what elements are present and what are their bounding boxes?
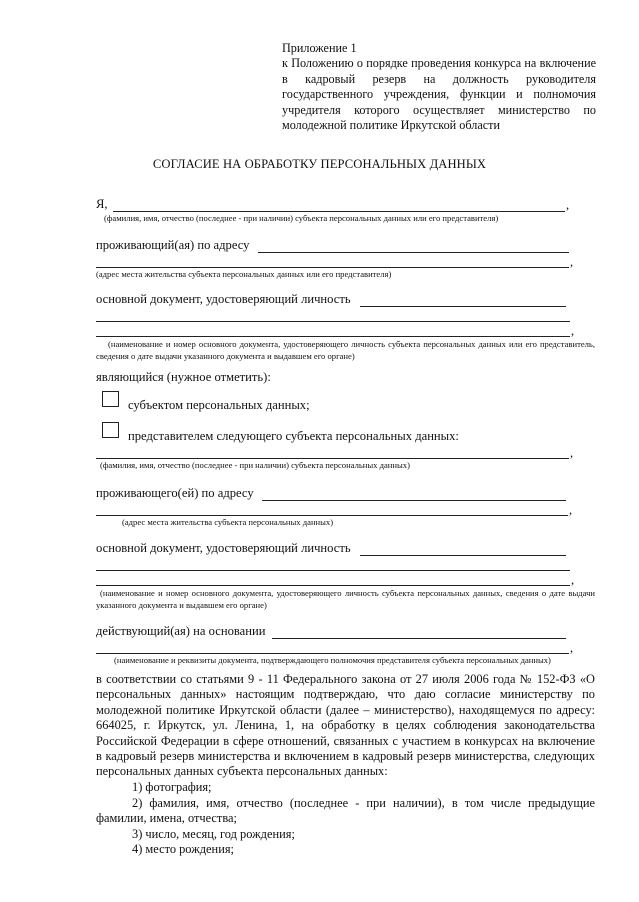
residing2-label: проживающего(ей) по адресу	[96, 486, 254, 500]
comma: ,	[570, 255, 574, 269]
consent-paragraph: в соответствии со статьями 9 - 11 Федерального закона от 27 июля 2006 года № 152-ФЗ «О персональных данных» настоящим подтверждаю, что даю согласие министерству по молодежной политике Иркутской области (далее – министерство), находящемуся по адресу: 664025, г. Иркутск, ул. Ленина, 1, на обработку в целях соблюдения законодательства Российской Федерации в сфере отношений, связанных с участием в конкурсах на включение в кадровый резерв министерства и включением в кадровый резерв министерства, следующих персональных данных субъекта персональных данных:	[96, 672, 595, 779]
document-title: СОГЛАСИЕ НА ОБРАБОТКУ ПЕРСОНАЛЬНЫХ ДАННЫХ	[152, 157, 487, 171]
comma: ,	[570, 446, 574, 460]
option-representative-label: представителем следующего субъекта персональных данных:	[128, 429, 459, 443]
doc-note: (наименование и номер основного документа, удостоверяющего личность субъекта персональных данных или его представитель, сведения о дате выдачи указанного документа и выдавшем его органе)	[96, 339, 595, 361]
doc2-field-3[interactable]	[96, 585, 570, 586]
doc2-note: (наименование и номер основного документа, удостоверяющего личность субъекта персональных данных, сведения о дате выдачи указанного документа и выдавшем его органе)	[96, 588, 595, 610]
option-subject-label: субъектом персональных данных;	[128, 398, 310, 412]
residing-note: (адрес места жительства субъекта персональных данных или его представителя)	[96, 269, 392, 279]
doc-field-3[interactable]	[96, 336, 570, 337]
doc-field-2[interactable]	[96, 321, 570, 322]
doc2-field[interactable]	[360, 555, 566, 556]
representative-checkbox[interactable]	[102, 422, 119, 438]
doc2-label: основной документ, удостоверяющий личность	[96, 541, 351, 555]
list-item: 1) фотография;	[132, 780, 212, 794]
residing-address-field[interactable]	[258, 252, 569, 253]
list-item: 2) фамилия, имя, отчество (последнее - при наличии), в том числе предыдущие фамилии, имена, отчества;	[96, 796, 595, 826]
comma: ,	[571, 573, 575, 587]
list-item: 4) место рождения;	[132, 842, 234, 856]
comma: ,	[569, 503, 573, 517]
residing2-address-field[interactable]	[262, 500, 566, 501]
appendix-block	[282, 41, 596, 133]
i-note: (фамилия, имя, отчество (последнее - при наличии) субъекта персональных данных или его представителя)	[104, 213, 499, 223]
appendix-heading: Приложение 1	[282, 41, 357, 55]
residing2-note: (адрес места жительства субъекта персональных данных)	[122, 517, 334, 527]
represented-name-note: (фамилия, имя, отчество (последнее - при наличии) субъекта персональных данных)	[100, 460, 410, 470]
acting-label: действующий(ая) на основании	[96, 624, 266, 638]
doc-field[interactable]	[360, 306, 566, 307]
comma: ,	[571, 324, 575, 338]
appendix-text: к Положению о порядке проведения конкурса на включение в кадровый резерв на должность руководителя государственного учреждения, функции и полномочия учредителя которого осуществляет министерство по молодежной политике Иркутской области	[282, 56, 596, 133]
comma: ,	[570, 641, 574, 655]
residing-label: проживающий(ая) по адресу	[96, 238, 250, 252]
acting-note: (наименование и реквизиты документа, подтверждающего полномочия представителя субъекта персональных данных)	[114, 655, 551, 665]
doc-label: основной документ, удостоверяющий личность	[96, 292, 351, 306]
comma: ,	[566, 198, 570, 212]
consent-body	[96, 672, 595, 780]
subject-checkbox[interactable]	[102, 391, 119, 407]
acting-basis-field[interactable]	[272, 638, 566, 639]
doc2-field-2[interactable]	[96, 570, 570, 571]
list-item: 3) число, месяц, год рождения;	[132, 827, 295, 841]
being-label: являющийся (нужное отметить):	[96, 370, 271, 384]
i-label: Я,	[96, 197, 108, 211]
